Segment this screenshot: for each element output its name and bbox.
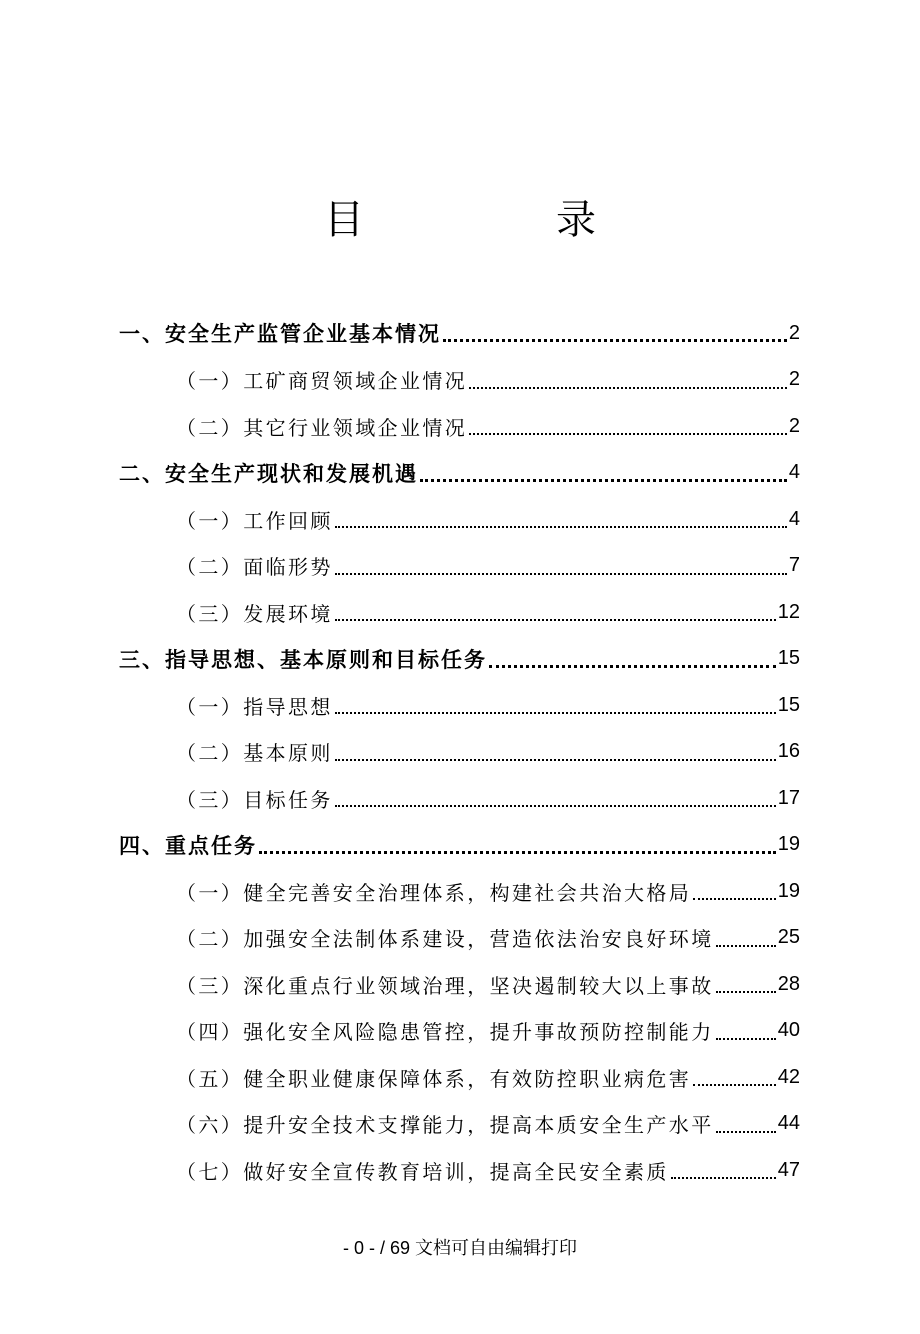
toc-page-number: 15 [777,647,800,669]
toc-page-number: 2 [788,368,800,390]
toc-entry-label: 一、安全生产监管企业基本情况 [119,322,441,346]
toc-subsection-entry [176,404,800,448]
toc-page-number: 40 [777,1019,800,1041]
toc-subsection-entry [176,1148,800,1192]
toc-dot-leader [716,1131,776,1133]
toc-dot-leader [443,339,787,342]
toc-dot-leader [335,619,776,621]
toc-entry-label: 二、安全生产现状和发展机遇 [119,461,418,486]
toc-subsection-entry [176,1009,800,1053]
toc-subsection-entry [176,683,800,727]
toc-page-number: 16 [777,740,800,762]
page-title: 目 录 [324,197,672,243]
toc-page-number: 42 [777,1065,800,1088]
toc-entry-label: （四）强化安全风险隐患管控，提升事故预防控制能力 [176,1020,714,1044]
toc-subsection-entry [176,1055,800,1099]
toc-dot-leader [420,479,787,482]
toc-entry-label: （一）工作回顾 [176,508,333,533]
toc-subsection-entry [176,869,800,913]
toc-subsection-entry [176,916,800,960]
toc-subsection-entry [176,544,800,588]
toc-entry-label: 三、指导思想、基本原则和目标任务 [119,647,487,672]
toc-entry-label: （六）提升安全技术支撑能力，提高本质安全生产水平 [176,1113,714,1137]
toc-section-entry [119,637,800,681]
toc-page-number: 12 [777,600,800,623]
toc-dot-leader [469,387,787,389]
toc-page-number: 17 [777,786,800,809]
toc-page-number: 2 [788,321,800,344]
toc-section-entry [119,451,800,495]
toc-subsection-entry [176,962,800,1006]
toc-dot-leader [716,945,776,947]
toc-page-number: 15 [777,693,800,716]
toc-dot-leader [716,1038,776,1040]
toc-dot-leader [469,433,787,435]
toc-entry-label: （七）做好安全宣传教育培训，提高全民安全素质 [176,1159,669,1184]
toc-entry-label: （一）健全完善安全治理体系，构建社会共治大格局 [176,880,692,905]
toc-page-number: 4 [788,461,800,483]
toc-subsection-entry [176,358,800,402]
toc-dot-leader [335,759,776,761]
toc-section-entry [119,823,800,867]
toc-section-entry [119,311,800,355]
toc-dot-leader [693,898,776,900]
toc-page-number: 44 [777,1112,800,1134]
toc-subsection-entry [176,590,800,634]
toc-page-number: 19 [777,833,800,855]
toc-subsection-entry [176,1102,800,1146]
toc-page-number: 28 [777,972,800,995]
toc-dot-leader [335,712,776,714]
toc-dot-leader [671,1177,776,1179]
toc-entry-label: （三）发展环境 [176,601,333,626]
toc-dot-leader [489,665,776,668]
toc-page-number: 2 [788,414,800,437]
toc-dot-leader [693,1084,776,1086]
toc-entry-label: （三）目标任务 [176,787,333,812]
page-footer: - 0 - / 69 文档可自由编辑打印 [342,1238,578,1258]
toc-page-number: 25 [777,926,800,948]
toc-subsection-entry [176,776,800,820]
toc-entry-label: （二）加强安全法制体系建设，营造依法治安良好环境 [176,927,714,951]
toc-dot-leader [335,526,787,528]
toc-page-number: 47 [777,1158,800,1181]
toc-page-number: 19 [777,879,800,902]
toc-entry-label: （三）深化重点行业领域治理，坚决遏制较大以上事故 [176,973,714,998]
toc-page-number: 4 [788,507,800,530]
toc-dot-leader [335,573,787,575]
toc-entry-label: （五）健全职业健康保障体系，有效防控职业病危害 [176,1066,692,1091]
toc-entry-label: （一）工矿商贸领域企业情况 [176,369,468,393]
toc-entry-label: （二）面临形势 [176,555,333,579]
toc-entry-label: （一）指导思想 [176,694,333,719]
toc-dot-leader [716,991,776,993]
toc-subsection-entry [176,497,800,541]
toc-entry-label: （二）其它行业领域企业情况 [176,415,468,440]
toc-dot-leader [259,851,776,854]
toc-dot-leader [335,805,776,807]
toc-entry-label: 四、重点任务 [119,833,257,858]
toc-entry-label: （二）基本原则 [176,741,333,765]
toc-subsection-entry [176,730,800,774]
toc-page-number: 7 [788,554,800,576]
